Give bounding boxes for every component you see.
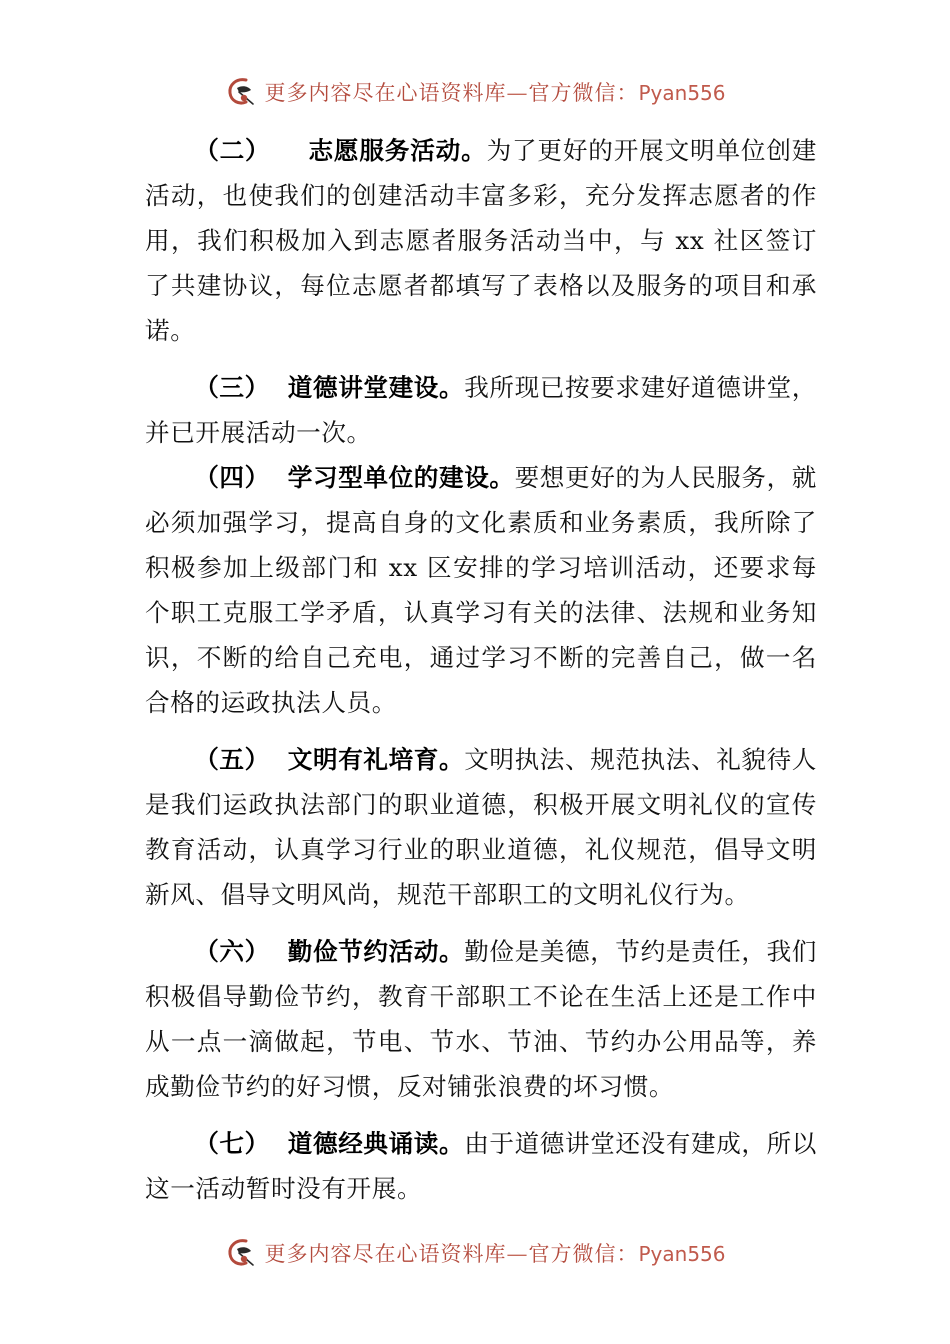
section-number: （二） [194,136,271,165]
section-title: 道德讲堂建设。 [287,373,465,402]
quill-logo-icon [224,74,260,110]
section-text: 由于道德讲堂还没有建成，所以这一活动暂时没有开展。 [145,1129,817,1203]
section-title: 勤俭节约活动。 [287,937,465,966]
quill-logo-icon [224,1235,260,1271]
section-text: 我所现已按要求建好道德讲堂，并已开展活动一次。 [145,373,817,447]
banner-wechat-id: Pyan556 [638,81,726,105]
section-5 [145,737,817,917]
footer-banner [0,1231,950,1275]
section-number: （四） [194,463,270,492]
section-number: （七） [194,1129,270,1158]
section-2 [145,128,817,353]
section-heading [194,937,464,966]
section-4 [145,455,817,725]
footer-banner-text [264,1238,725,1268]
banner-separator: — [506,1242,529,1266]
section-heading [194,373,464,402]
section-title: 志愿服务活动。 [308,136,487,165]
banner-separator: — [506,81,529,105]
section-number: （五） [194,745,270,774]
section-heading [194,463,514,492]
header-banner [0,70,950,114]
section-heading [194,1129,464,1158]
banner-wechat-label: 官方微信： [528,1242,639,1266]
section-title: 学习型单位的建设。 [287,463,515,492]
section-title: 道德经典诵读。 [287,1129,465,1158]
banner-title: 更多内容尽在心语资料库 [264,1242,507,1266]
section-text: 勤俭是美德，节约是责任，我们积极倡导勤俭节约，教育干部职工不论在生活上还是工作中从一点一滴做起，节电、节水、节油、节约办公用品等，养成勤俭节约的好习惯，反对铺张浪费的坏习惯。 [145,937,817,1101]
section-number: （六） [194,937,270,966]
banner-title: 更多内容尽在心语资料库 [264,81,507,105]
section-text: 要想更好的为人民服务，就必须加强学习，提高自身的文化素质和业务素质，我所除了积极参加上级部门和 xx 区安排的学习培训活动，还要求每个职工克服工学矛盾，认真学习有关的法律、法规和业务知识，不断的给自己充电，通过学习不断的完善自己，做一名合格的运政执法人员。 [145,463,818,717]
section-text: 为了更好的开展文明单位创建活动，也使我们的创建活动丰富多彩，充分发挥志愿者的作用，我们积极加入到志愿者服务活动当中，与 xx 社区签订了共建协议，每位志愿者都填写了表格以及服务的项目和承诺。 [145,136,817,345]
section-title: 文明有礼培育。 [287,745,465,774]
section-heading [194,745,464,774]
section-heading [194,136,486,165]
section-3 [145,365,817,455]
header-banner-text [264,77,725,107]
section-6 [145,929,817,1109]
section-number: （三） [194,373,270,402]
section-text: 文明执法、规范执法、礼貌待人是我们运政执法部门的职业道德，积极开展文明礼仪的宣传教育活动，认真学习行业的职业道德，礼仪规范，倡导文明新风、倡导文明风尚，规范干部职工的文明礼仪行为。 [145,745,817,909]
banner-wechat-id: Pyan556 [638,1242,726,1266]
banner-wechat-label: 官方微信： [528,81,639,105]
section-7 [145,1121,817,1211]
document-body [145,128,817,1223]
